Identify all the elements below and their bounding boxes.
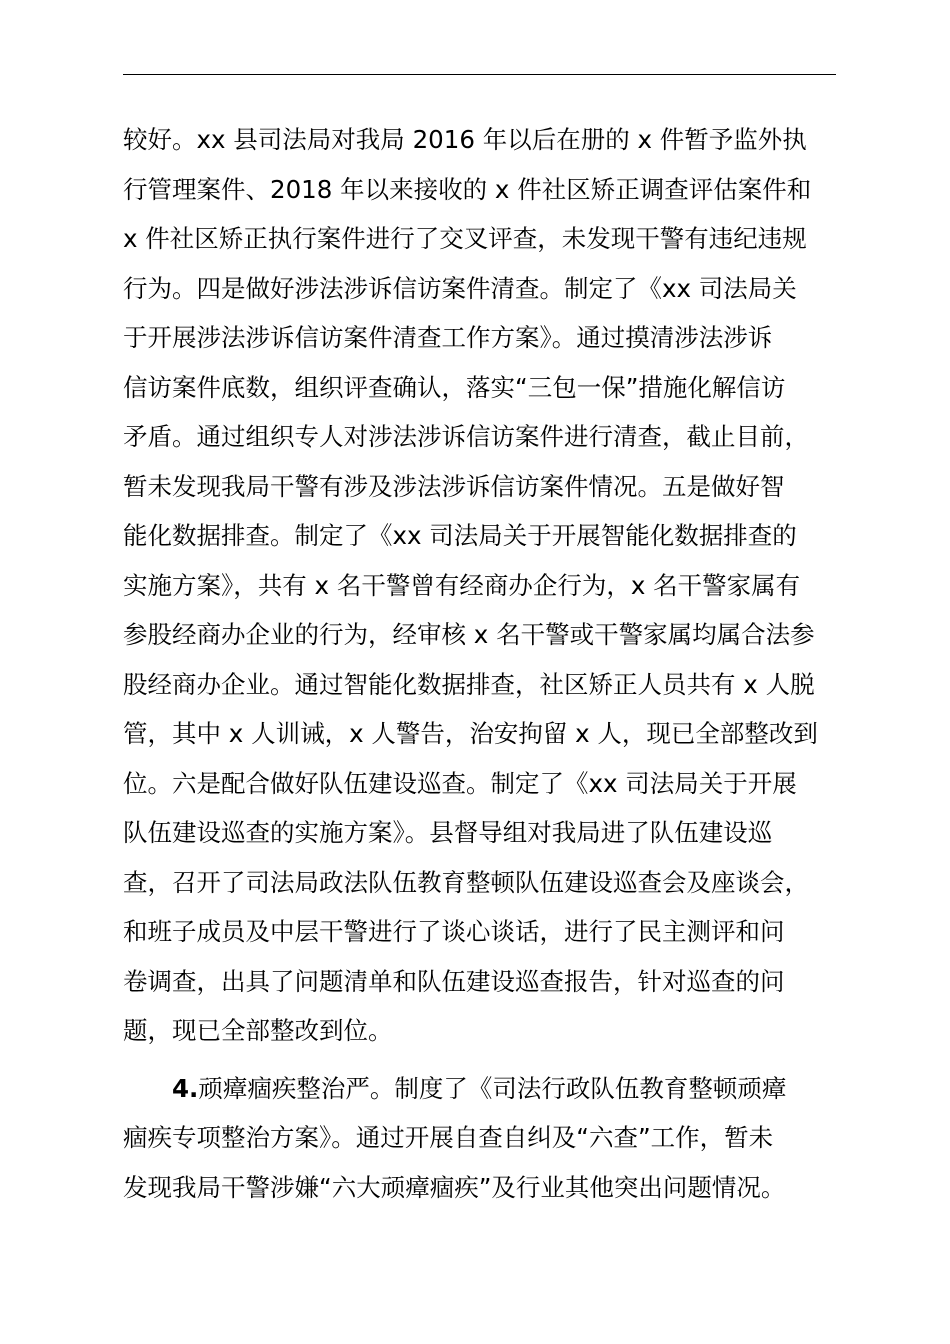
text-line: 暂未发现我局干警有涉及涉法涉诉信访案件情况。五是做好智 — [123, 471, 785, 501]
paragraph-gap — [123, 1056, 863, 1064]
text-line: 管，其中 x 人训诫，x 人警告，治安拘留 x 人，现已全部整改到 — [123, 719, 818, 748]
text-line: 实施方案》，共有 x 名干警曾有经商办企行为，x 名干警家属有 — [123, 570, 801, 600]
text-line: 于开展涉法涉诉信访案件清查工作方案》。通过摸清涉法涉诉 — [123, 323, 773, 352]
text-line: 痼疾专项整治方案》。通过开展自查自纠及“六查”工作，暂未 — [123, 1123, 774, 1152]
text-line: 矛盾。通过组织专人对涉法涉诉信访案件进行清查，截止目前， — [123, 422, 809, 451]
text-line: 能化数据排查。制定了《xx 司法局关于开展智能化数据排查的 — [123, 521, 797, 550]
text-line: 参股经商办企业的行为，经审核 x 名干警或干警家属均属合法参 — [123, 620, 815, 649]
document-body — [123, 115, 863, 1212]
paragraph-1 — [123, 115, 863, 1056]
item-heading-text: 顽瘴痼疾整治严。制度了《司法行政队伍教育整顿顽瘴 — [198, 1073, 787, 1103]
text-line: 队伍建设巡查的实施方案》。县督导组对我局进了队伍建设巡 — [123, 818, 773, 847]
text-line: 行为。四是做好涉法涉诉信访案件清查。制定了《xx 司法局关 — [123, 273, 797, 303]
text-line: 股经商办企业。通过智能化数据排查，社区矫正人员共有 x 人脱 — [123, 669, 815, 699]
paragraph-2 — [123, 1064, 863, 1213]
text-line: 发现我局干警涉嫌“六大顽瘴痼疾”及行业其他突出问题情况。 — [123, 1172, 786, 1202]
text-line: 信访案件底数，组织评查确认，落实“三包一保”措施化解信访 — [123, 372, 786, 402]
item-number: 4. — [172, 1073, 199, 1103]
text-line-first — [123, 1064, 863, 1114]
text-line: 卷调查，出具了问题清单和队伍建设巡查报告，针对巡查的问 — [123, 966, 785, 996]
text-line: 查，召开了司法局政法队伍教育整顿队伍建设巡查会及座谈会， — [123, 867, 809, 897]
text-line: 行管理案件、2018 年以来接收的 x 件社区矫正调查评估案件和 — [123, 174, 812, 204]
header-rule — [123, 74, 836, 75]
text-line: 位。六是配合做好队伍建设巡查。制定了《xx 司法局关于开展 — [123, 768, 797, 798]
text-line: 题，现已全部整改到位。 — [123, 1016, 393, 1045]
text-line: x 件社区矫正执行案件进行了交叉评查，未发现干警有违纪违规 — [123, 224, 807, 253]
text-line: 和班子成员及中层干警进行了谈心谈话，进行了民主测评和问 — [123, 917, 785, 946]
text-line: 较好。xx 县司法局对我局 2016 年以后在册的 x 件暂予监外执 — [123, 125, 807, 154]
